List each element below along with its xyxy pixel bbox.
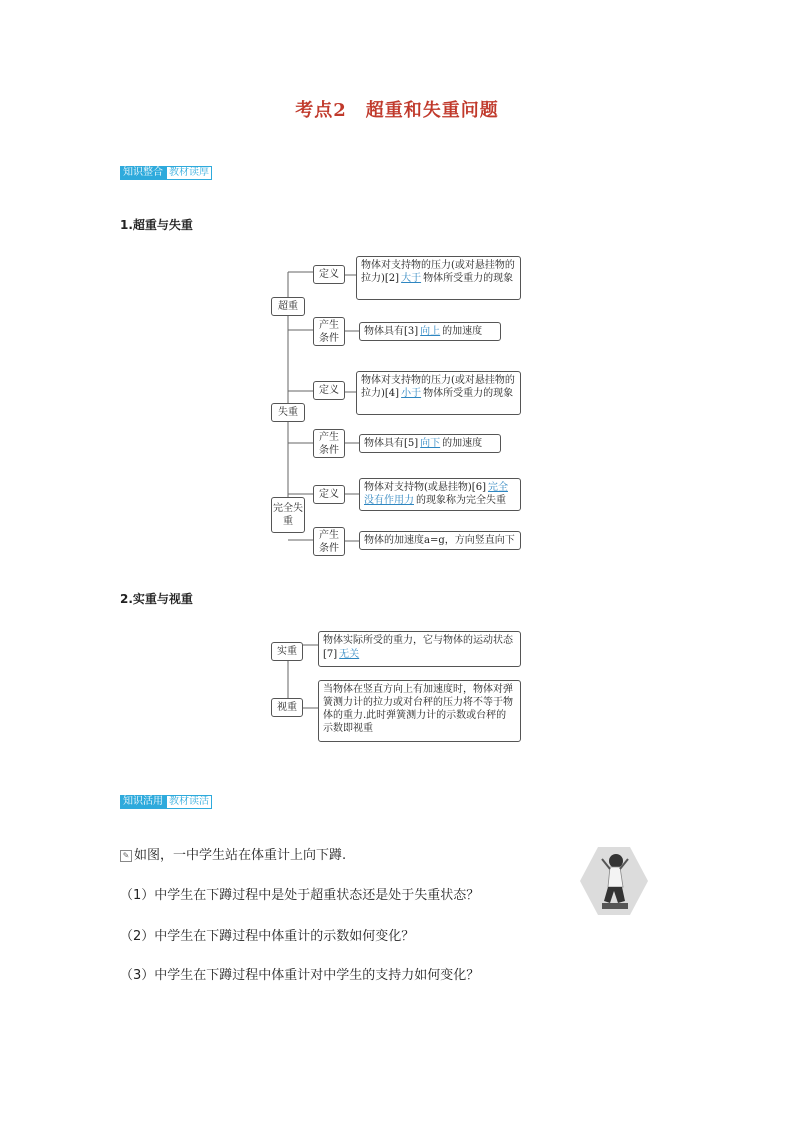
answer-blank-5: 向下 [420, 438, 441, 449]
detail-complete-definition: 物体对支持物(或悬挂物)[6] 完全没有作用力 的现象称为完全失重 [359, 478, 521, 511]
detail-overweight-condition: 物体具有[3] 向上 的加速度 [359, 322, 501, 341]
node-weightless: 失重 [271, 403, 305, 422]
section-badge-knowledge: 知识整合 教材读厚 [120, 166, 212, 180]
node-overweight-condition: 产生条件 [313, 317, 345, 346]
node-real-weight: 实重 [271, 642, 303, 661]
detail-overweight-definition: 物体对支持物的压力(或对悬挂物的拉力)[2] 大于 物体所受重力的现象 [356, 256, 521, 300]
page-title: 考点2 超重和失重问题 [295, 100, 499, 121]
node-weightless-definition: 定义 [313, 381, 345, 400]
node-overweight: 超重 [271, 297, 305, 316]
node-complete-definition: 定义 [313, 485, 345, 504]
section-badge-apply: 知识活用 教材读活 [120, 795, 212, 809]
student-squatting-image [580, 845, 648, 917]
answer-blank-3: 向上 [420, 326, 441, 337]
section-heading-1: 1.超重与失重 [120, 218, 193, 232]
question-2: （2）中学生在下蹲过程中体重计的示数如何变化？ [120, 929, 415, 944]
node-overweight-definition: 定义 [313, 265, 345, 284]
section-heading-2: 2.实重与视重 [120, 592, 193, 606]
answer-blank-7: 无关 [339, 649, 360, 660]
node-complete-condition: 产生条件 [313, 527, 345, 556]
detail-weightless-condition: 物体具有[5] 向下 的加速度 [359, 434, 501, 453]
detail-real-weight: 物体实际所受的重力，它与物体的运动状态[7] 无关 [318, 631, 521, 667]
question-icon: ✎ [120, 850, 132, 862]
node-complete-weightless: 完全失重 [271, 497, 305, 533]
detail-complete-condition: 物体的加速度a=g，方向竖直向下 [359, 531, 521, 550]
answer-blank-4: 小于 [401, 388, 422, 399]
detail-apparent-weight: 当物体在竖直方向上有加速度时，物体对弹簧测力计的拉力或对台秤的压力将不等于物体的重力.此时弹簧测力计的示数或台秤的示数即视重 [318, 680, 521, 742]
question-3: （3）中学生在下蹲过程中体重计对中学生的支持力如何变化？ [120, 968, 480, 983]
answer-blank-6: 完全没有作用力 [364, 482, 508, 506]
node-weightless-condition: 产生条件 [313, 429, 345, 458]
detail-weightless-definition: 物体对支持物的压力(或对悬挂物的拉力)[4] 小于 物体所受重力的现象 [356, 371, 521, 415]
answer-blank-2: 大于 [401, 273, 422, 284]
question-intro: ✎ 如图，一中学生站在体重计上向下蹲. [120, 844, 346, 863]
question-1: （1）中学生在下蹲过程中是处于超重状态还是处于失重状态？ [120, 888, 480, 903]
node-apparent-weight: 视重 [271, 698, 303, 717]
